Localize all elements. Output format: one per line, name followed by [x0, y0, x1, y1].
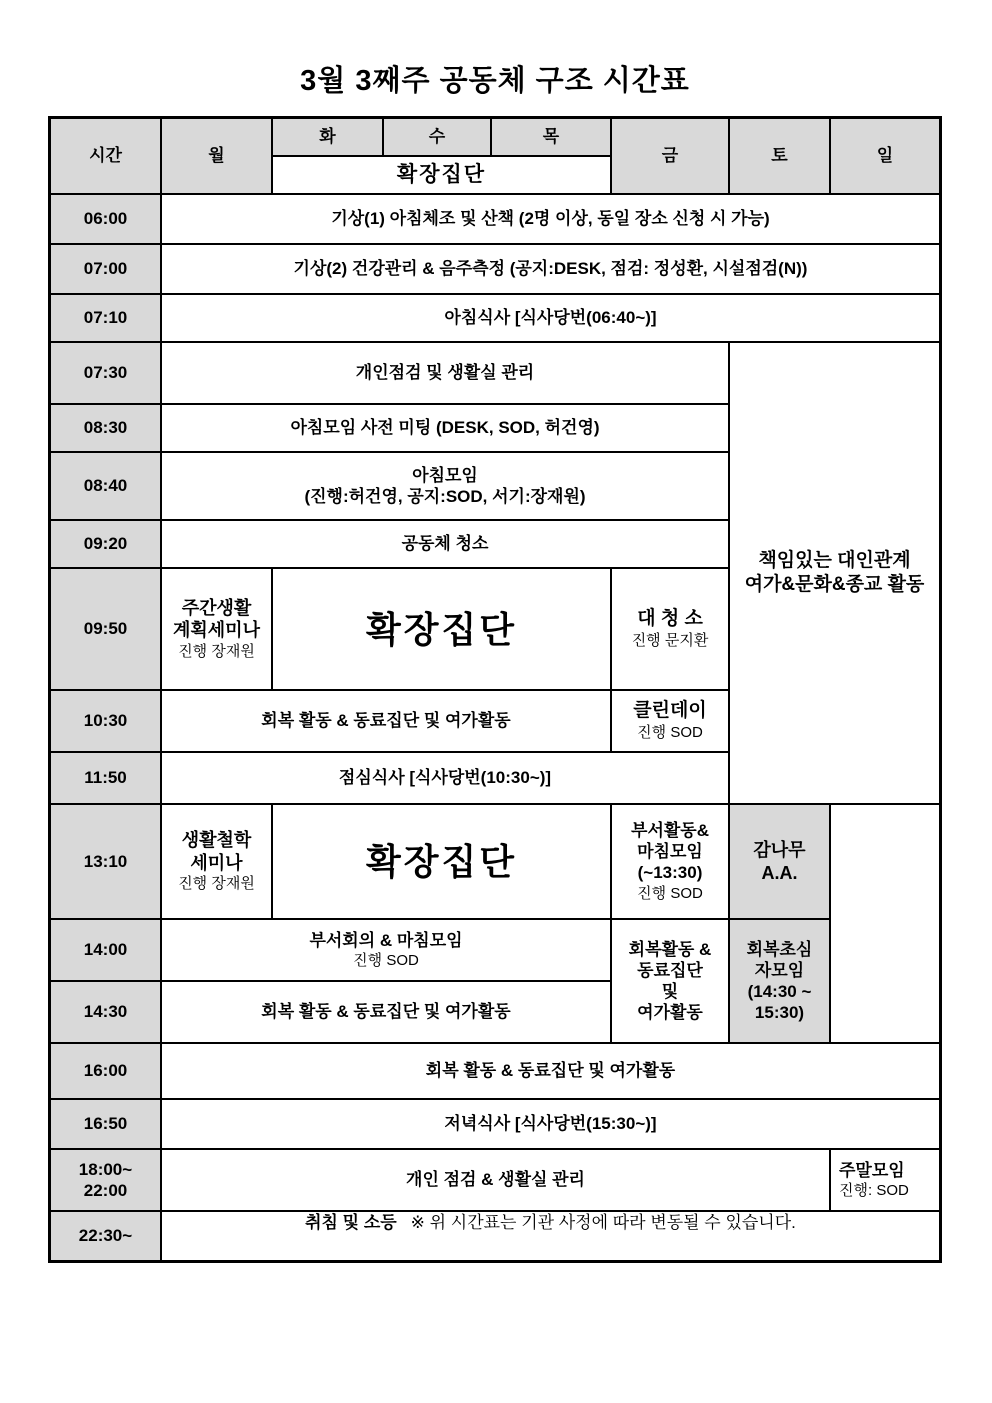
activity-1150-weekdays: 점심식사 [식사당번(10:30~)] — [162, 753, 728, 803]
time-1800 — [51, 1150, 160, 1210]
weekend-morning-line1: 책임있는 대인관계 — [758, 550, 911, 572]
time-1650: 16:50 — [51, 1100, 160, 1148]
gamnamu-line2: A.A. — [761, 862, 798, 883]
big-cleaning-title: 대 청 소 — [637, 608, 703, 630]
activity-1310-saturday — [730, 805, 829, 918]
philosophy-seminar-line2: 세미나 — [190, 852, 243, 873]
activity-1800-sunday — [831, 1150, 939, 1210]
header-expanded-group: 확장집단 — [273, 157, 610, 193]
dept-activity-leader: 진행 SOD — [637, 884, 703, 902]
time-0950: 09:50 — [51, 569, 160, 689]
activity-0710: 아침식사 [식사당번(06:40~)] — [162, 295, 939, 341]
activity-1310-expanded-group: 확장집단 — [273, 805, 610, 918]
time-0600: 06:00 — [51, 195, 160, 243]
dept-activity-line1: 부서활동& — [631, 820, 709, 840]
activity-1030-mon-thu: 회복 활동 & 동료집단 및 여가활동 — [162, 691, 610, 751]
fri-afternoon-line4: 여가활동 — [637, 1003, 703, 1023]
activity-1310-monday — [162, 805, 271, 918]
activity-1800-mon-sat: 개인 점검 & 생활실 관리 — [162, 1150, 829, 1210]
activity-0840-weekdays — [162, 453, 728, 519]
sat-afternoon-line1: 회복초심 — [746, 939, 813, 959]
time-0730: 07:30 — [51, 343, 160, 403]
activity-afternoon-friday — [612, 920, 728, 1042]
header-time: 시간 — [51, 119, 160, 193]
time-2230: 22:30~ — [51, 1212, 160, 1260]
header-thursday: 목 — [492, 119, 610, 155]
sat-afternoon-line4: 15:30) — [754, 1003, 805, 1023]
philosophy-seminar-leader: 진행 장재원 — [178, 875, 255, 893]
time-1800-line2: 22:00 — [83, 1181, 128, 1200]
time-0700: 07:00 — [51, 245, 160, 293]
big-cleaning-leader: 진행 문지환 — [631, 632, 709, 650]
time-1800-line1: 18:00~ — [78, 1159, 133, 1179]
activity-0600: 기상(1) 아침체조 및 산책 (2명 이상, 동일 장소 신청 시 가능) — [162, 195, 939, 243]
fri-afternoon-line2: 동료집단 — [637, 960, 703, 980]
activity-0700: 기상(2) 건강관리 & 음주측정 (공지:DESK, 점검: 정성환, 시설점검(N)) — [162, 245, 939, 293]
header-saturday: 토 — [730, 119, 829, 193]
fri-afternoon-line3: 및 — [661, 982, 679, 1001]
activity-weekend-morning — [730, 343, 939, 803]
timetable-grid — [48, 116, 942, 1263]
activity-1600: 회복 활동 & 동료집단 및 여가활동 — [162, 1044, 939, 1098]
activity-1430-mon-thu: 회복 활동 & 동료집단 및 여가활동 — [162, 982, 610, 1042]
dept-meeting-leader: 진행 SOD — [353, 951, 419, 969]
activity-0950-expanded-group: 확장집단 — [273, 569, 610, 689]
time-1310: 13:10 — [51, 805, 160, 918]
activity-0830-weekdays: 아침모임 사전 미팅 (DESK, SOD, 허건영) — [162, 405, 728, 451]
header-wednesday: 수 — [384, 119, 490, 155]
time-0710: 07:10 — [51, 295, 160, 341]
time-1150: 11:50 — [51, 753, 160, 803]
sat-afternoon-line2: 자모임 — [754, 960, 805, 980]
activity-0730-weekdays: 개인점검 및 생활실 관리 — [162, 343, 728, 403]
activity-0950-friday — [612, 569, 728, 689]
header-monday: 월 — [162, 119, 271, 193]
time-1600: 16:00 — [51, 1044, 160, 1098]
activity-0920-weekdays: 공동체 청소 — [162, 521, 728, 567]
time-0830: 08:30 — [51, 405, 160, 451]
time-1400: 14:00 — [51, 920, 160, 980]
activity-1310-sunday-empty — [831, 805, 939, 1042]
activity-1650: 저녁식사 [식사당번(15:30~)] — [162, 1100, 939, 1148]
morning-meeting-title: 아침모임 — [412, 465, 478, 485]
dept-activity-line2: 마침모임 — [637, 842, 703, 862]
dept-activity-line3: (~13:30) — [637, 863, 703, 883]
gamnamu-line1: 감나무 — [753, 840, 806, 860]
activity-afternoon-saturday — [730, 920, 829, 1042]
morning-meeting-staff: (진행:허건영, 공지:SOD, 서기:장재원) — [304, 487, 586, 506]
time-0920: 09:20 — [51, 521, 160, 567]
time-0840: 08:40 — [51, 453, 160, 519]
weekly-seminar-line1: 주간생활 — [181, 597, 252, 618]
fri-afternoon-line1: 회복활동 & — [628, 939, 712, 959]
time-1430: 14:30 — [51, 982, 160, 1042]
dept-meeting-title: 부서회의 & 마침모임 — [309, 930, 463, 950]
header-sunday: 일 — [831, 119, 939, 193]
weekend-meeting-leader: 진행: SOD — [839, 1181, 909, 1199]
clean-day-title: 클린데이 — [633, 700, 707, 722]
activity-1310-friday — [612, 805, 728, 918]
weekly-seminar-line2: 계획세미나 — [173, 620, 260, 641]
weekend-meeting-title: 주말모임 — [839, 1160, 905, 1180]
activity-2230 — [162, 1212, 939, 1260]
time-1030: 10:30 — [51, 691, 160, 751]
schedule-change-note: ※ 위 시간표는 기관 사정에 따라 변동될 수 있습니다. — [410, 1213, 796, 1232]
philosophy-seminar-line1: 생활철학 — [181, 830, 252, 851]
weekend-morning-line2: 여가&문화&종교 활동 — [744, 574, 925, 595]
weekly-seminar-leader: 진행 장재원 — [178, 642, 255, 660]
page-title: 3월 3째주 공동체 구조 시간표 — [300, 65, 690, 97]
activity-1030-friday — [612, 691, 728, 751]
clean-day-leader: 진행 SOD — [637, 724, 703, 742]
activity-0950-monday — [162, 569, 271, 689]
sat-afternoon-line3: (14:30 ~ — [747, 982, 812, 1001]
lights-out-title: 취침 및 소등 — [305, 1213, 397, 1232]
header-friday: 금 — [612, 119, 728, 193]
activity-1400-mon-thu — [162, 920, 610, 980]
header-tuesday: 화 — [273, 119, 382, 155]
